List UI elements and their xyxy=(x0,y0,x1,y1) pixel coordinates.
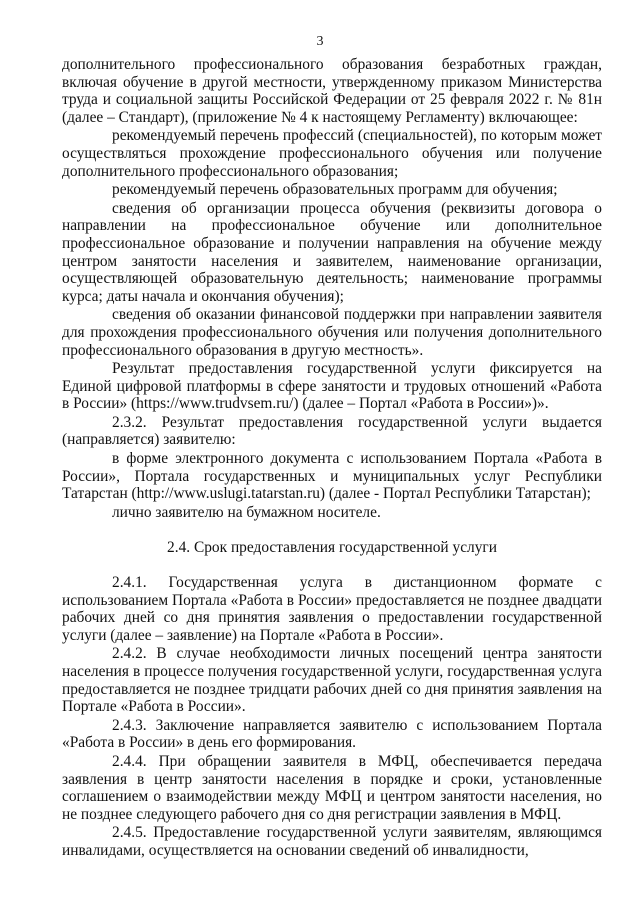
paragraph-electronic-form: в форме электронного документа с использованием Портала «Работа в России», Портала государственных и муниципальных услуг Республики Татарстан (http://www.uslugi.tatarstan.ru) (далее - Портал Республики Татарстан); xyxy=(62,450,602,503)
paragraph-2-4-5: 2.4.5. Предоставление государственной услуги заявителям, являющимся инвалидами, осуществляется на основании сведений об инвалидности, xyxy=(62,824,602,859)
paragraph-2-4-3: 2.4.3. Заключение направляется заявителю с использованием Портала «Работа в России» в день его формирования. xyxy=(62,716,602,752)
paragraph-result-recording: Результат предоставления государственной услуги фиксируется на Единой цифровой платформы в сфере занятости и трудовых отношений «Работа в России» (https://www.trudvsem.ru/) (далее – Портал «Работа в России»)». xyxy=(62,360,602,413)
document-body xyxy=(62,56,602,860)
section-heading: 2.4. Срок предоставления государственной услуги xyxy=(167,539,497,557)
paragraph-financial-support: сведения об оказании финансовой поддержки при направлении заявителя для прохождения профессионального обучения или получения дополнительного профессионального образования в другую местность». xyxy=(62,306,602,359)
paragraph-2-4-4: 2.4.4. При обращении заявителя в МФЦ, обеспечивается передача заявления в центр занятости населения в порядке и сроки, установленные соглашением о взаимодействии между МФЦ и центром занятости населения, но не позднее следующего рабочего дня со дня регистрации заявления в МФЦ. xyxy=(62,752,602,823)
paragraph-professions-list: рекомендуемый перечень профессий (специальностей), по которым может осуществляться прохождение профессионального обучения или получение дополнительного профессионального образования; xyxy=(62,127,602,180)
paragraph-2-4-2: 2.4.2. В случае необходимости личных посещений центра занятости населения в процессе получения государственной услуги, государственная услуга предоставляется не позднее тридцати рабочих дней со дня принятия заявления на Портале «Работа в России». xyxy=(62,645,602,716)
paragraph-training-process: сведения об организации процесса обучения (реквизиты договора о направлении на профессиональное обучение или дополнительное профессиональное образование и получении направления на обучение между центром занятости населения и заявителем, наименование организации, осуществляющей образовательную деятельность; наименование программы курса; даты начала и окончания обучения); xyxy=(62,199,602,305)
page-number: 3 xyxy=(316,34,324,49)
paragraph-2-3-2: 2.3.2. Результат предоставления государственной услуги выдается (направляется) заявителю: xyxy=(62,413,602,449)
paragraph-standard: дополнительного профессионального образования безработных граждан, включая обучение в другой местности, утвержденному приказом Министерства труда и социальной защиты Российской Федерации от 25 февраля 2022 г. № 81н (далее – Стандарт), (приложение № 4 к настоящему Регламенту) включающее: xyxy=(62,56,602,126)
paragraph-paper-form: лично заявителю на бумажном носителе. xyxy=(112,503,381,521)
paragraph-programs-list: рекомендуемый перечень образовательных программ для обучения; xyxy=(112,181,558,199)
paragraph-2-4-1: 2.4.1. Государственная услуга в дистанционном формате с использованием Портала «Работа в России» предоставляется не позднее двадцати рабочих дней со дня принятия заявления о предоставлении государственной услуги (далее – заявление) на Портале «Работа в России». xyxy=(62,574,602,644)
